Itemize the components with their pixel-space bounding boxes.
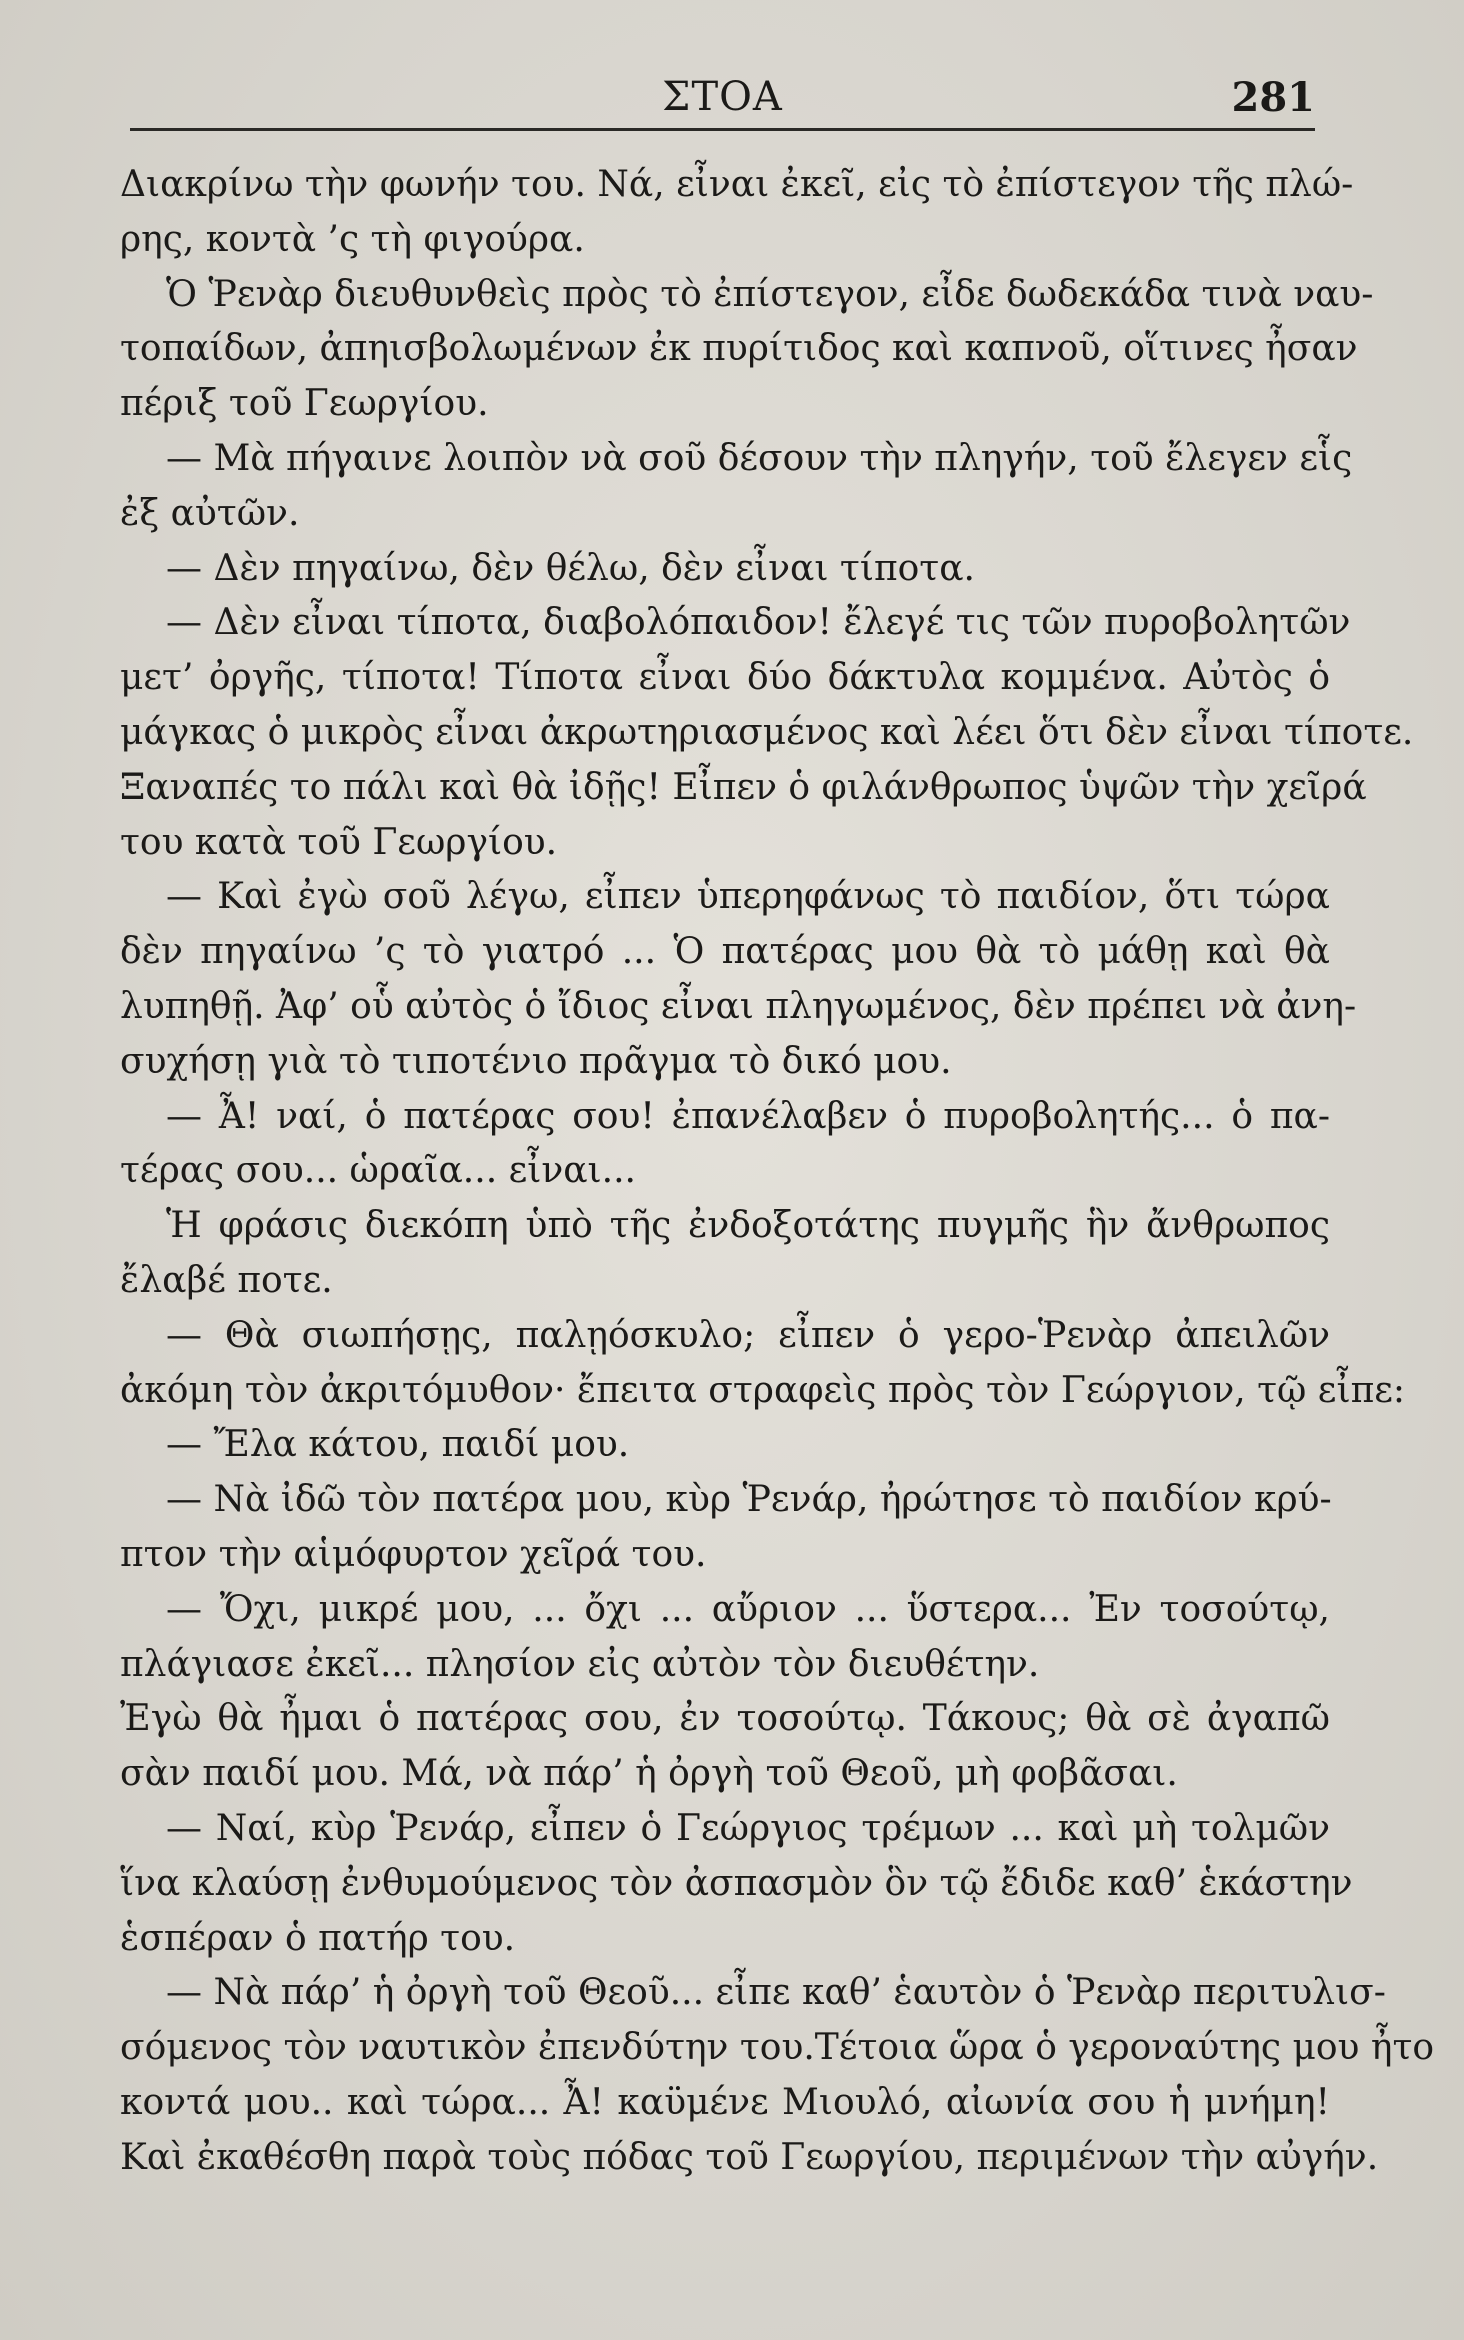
text-line: συχήσῃ γιὰ τὸ τιποτένιο πρᾶγμα τὸ δικό μου. <box>120 1040 952 1082</box>
text-line: Καὶ ἐκαθέσθη παρὰ τοὺς πόδας τοῦ Γεωργίου, περιμένων τὴν αὐγήν. <box>120 2136 1379 2178</box>
text-line: σόμενος τὸν ναυτικὸν ἐπενδύτην του.Τέτοια ὥρα ὁ γεροναύτης μου ἦτο <box>120 2027 1435 2069</box>
text-line: δὲν πηγαίνω ’ς τὸ γιατρό ... Ὁ πατέρας μου θὰ τὸ μάθῃ καὶ θὰ <box>120 931 1330 973</box>
text-line: — Ἆ! ναί, ὁ πατέρας σου! ἐπανέλαβεν ὁ πυροβολητής... ὁ πα- <box>166 1095 1330 1137</box>
text-line: Διακρίνω τὴν φωνήν του. Νά, εἶναι ἐκεῖ, εἰς τὸ ἐπίστεγον τῆς πλώ- <box>120 164 1354 205</box>
body-text <box>120 158 1435 2185</box>
text-line: — Ναί, κὺρ Ῥενάρ, εἶπεν ὁ Γεώργιος τρέμων ... καὶ μὴ τολμῶν <box>166 1807 1330 1849</box>
text-line: Ἐγὼ θὰ ἦμαι ὁ πατέρας σου, ἐν τοσούτῳ. Τάκους; θὰ σὲ ἀγαπῶ <box>120 1698 1330 1740</box>
text-line: Ἡ φράσις διεκόπη ὑπὸ τῆς ἐνδοξοτάτης πυγμῆς ἣν ἄνθρωπος <box>166 1205 1330 1247</box>
text-line: ἐξ αὐτῶν. <box>120 492 300 534</box>
running-title: ΣΤΟΑ <box>662 74 783 120</box>
text-line: Ξαναπές το πάλι καὶ θὰ ἰδῇς! Εἶπεν ὁ φιλάνθρωπος ὑψῶν τὴν χεῖρά <box>120 766 1367 808</box>
text-line: — Μὰ πήγαινε λοιπὸν νὰ σοῦ δέσουν τὴν πληγήν, τοῦ ἔλεγεν εἷς <box>166 437 1353 479</box>
text-line: μάγκας ὁ μικρὸς εἶναι ἀκρωτηριασμένος καὶ λέει ὅτι δὲν εἶναι τίποτε. <box>120 711 1414 753</box>
text-line: λυπηθῇ. Ἀφ’ οὗ αὐτὸς ὁ ἴδιος εἶναι πληγωμένος, δὲν πρέπει νὰ ἀνη- <box>120 985 1357 1027</box>
text-line: ρης, κοντὰ ’ς τὴ φιγούρα. <box>120 218 585 260</box>
text-line: — Ἔλα κάτου, παιδί μου. <box>166 1424 630 1466</box>
text-line: ἵνα κλαύσῃ ἐνθυμούμενος τὸν ἀσπασμὸν ὃν τῷ ἔδιδε καθ’ ἑκάστην <box>120 1862 1353 1904</box>
text-line: σὰν παιδί μου. Μά, νὰ πάρ’ ἡ ὀργὴ τοῦ Θεοῦ, μὴ φοβᾶσαι. <box>120 1753 1178 1795</box>
text-line: ἑσπέραν ὁ πατήρ του. <box>120 1917 516 1959</box>
header-rule <box>130 128 1315 131</box>
text-line: — Νὰ πάρ’ ἡ ὀργὴ τοῦ Θεοῦ... εἶπε καθ’ ἑαυτὸν ὁ Ῥενὰρ περιτυλισ- <box>166 1972 1386 2014</box>
text-line: — Καὶ ἐγὼ σοῦ λέγω, εἶπεν ὑπερηφάνως τὸ παιδίον, ὅτι τώρα <box>166 876 1330 918</box>
page-number: 281 <box>1231 74 1315 121</box>
text-line: πέριξ τοῦ Γεωργίου. <box>120 383 489 425</box>
text-line: — Ὄχι, μικρέ μου, ... ὄχι ... αὔριον ... ὕστερα... Ἐν τοσούτῳ, <box>166 1588 1330 1630</box>
text-line: Ὁ Ῥενὰρ διευθυνθεὶς πρὸς τὸ ἐπίστεγον, εἶδε δωδεκάδα τινὰ ναυ- <box>166 273 1374 315</box>
text-line: — Δὲν πηγαίνω, δὲν θέλω, δὲν εἶναι τίποτα. <box>166 547 975 589</box>
text-line: πτον τὴν αἱμόφυρτον χεῖρά του. <box>120 1533 707 1575</box>
page-header <box>130 70 1315 130</box>
text-line: κοντά μου.. καὶ τώρα... Ἆ! καϋμένε Μιουλό, αἰωνία σου ἡ μνήμη! <box>120 2081 1330 2123</box>
text-line: — Θὰ σιωπήσῃς, παλῃόσκυλο; εἶπεν ὁ γερο-Ῥενὰρ ἀπειλῶν <box>166 1314 1330 1356</box>
text-line: — Νὰ ἰδῶ τὸν πατέρα μου, κὺρ Ῥενάρ, ἠρώτησε τὸ παιδίον κρύ- <box>166 1479 1332 1521</box>
text-line: μετ’ ὀργῆς, τίποτα! Τίποτα εἶναι δύο δάκτυλα κομμένα. Αὐτὸς ὁ <box>120 657 1330 699</box>
text-line: ἀκόμη τὸν ἀκριτόμυθον· ἔπειτα στραφεὶς πρὸς τὸν Γεώργιον, τῷ εἶπε: <box>120 1369 1406 1411</box>
text-line: τοπαίδων, ἀπηισβολωμένων ἐκ πυρίτιδος καὶ καπνοῦ, οἵτινες ἦσαν <box>120 328 1358 370</box>
text-line: πλάγιασε ἐκεῖ... πλησίον εἰς αὐτὸν τὸν διευθέτην. <box>120 1643 1040 1685</box>
text-line: — Δὲν εἶναι τίποτα, διαβολόπαιδον! ἔλεγέ τις τῶν πυροβολητῶν <box>166 602 1351 644</box>
text-line: ἔλαβέ ποτε. <box>120 1259 333 1301</box>
text-line: τέρας σου... ὡραῖα... εἶναι... <box>120 1150 636 1192</box>
text-line: του κατὰ τοῦ Γεωργίου. <box>120 821 558 863</box>
